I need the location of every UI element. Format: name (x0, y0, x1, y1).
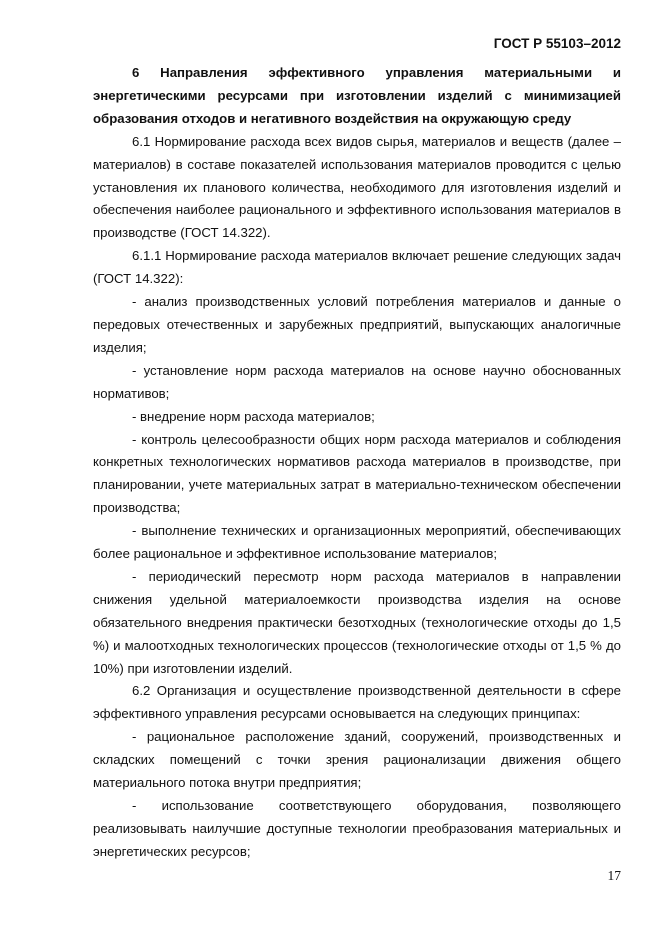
paragraph-6-1-1: 6.1.1 Нормирование расхода материалов включает решение следующих задач (ГОСТ 14.322): (93, 248, 621, 287)
document-header (494, 36, 621, 51)
list-item: - использование соответствующего оборудования, позволяющего реализовывать наилучшие доступные технологии преобразования материальных и энергетических ресурсов; (93, 798, 621, 859)
list-item: - выполнение технических и организационных мероприятий, обеспечивающих более рациональное и эффективное использование материалов; (93, 523, 621, 562)
list-item: - анализ производственных условий потребления материалов и данные о передовых отечественных и зарубежных предприятий, выпускающих аналогичные изделия; (93, 294, 621, 355)
list-item: - контроль целесообразности общих норм расхода материалов и соблюдения конкретных технологических нормативов расхода материалов в производстве, при планировании, учете материальных затрат в материально-техническом обеспечении производства; (93, 431, 621, 516)
list-item: - рациональное расположение зданий, сооружений, производственных и складских помещений с точки зрения рационализации движения общего материального потока внутри предприятия; (93, 729, 621, 791)
document-body (93, 62, 621, 864)
list-item: - установление норм расхода материалов на основе научно обоснованных нормативов; (93, 362, 621, 401)
list-item: - внедрение норм расхода материалов; (132, 408, 375, 424)
paragraph-6-1: 6.1 Нормирование расхода всех видов сырья, материалов и веществ (далее – материалов) в составе показателей использования материалов проводится с целью установления их планового количества, необходимого для изготовления изделий и обеспечения наиболее рационального и эффективного использования материалов в производстве (ГОСТ 14.322). (93, 133, 621, 241)
list-item: - периодический пересмотр норм расхода материалов в направлении снижения удельной материалоемкости производства изделия на основе обязательного внедрения практически безотходных (технологические отходы до 1,5 %) и малоотходных технологических процессов (технологические отходы от 1,5 % до 10%) при изготовлении изделий. (93, 568, 621, 676)
document-id: ГОСТ Р 55103–2012 (493, 36, 621, 51)
section-heading: 6 Направления эффективного управления материальными и энергетическими ресурсами при изготовлении изделий с минимизацией образования отходов и негативного воздействия на окружающую среду (93, 65, 621, 126)
paragraph-6-2: 6.2 Организация и осуществление производственной деятельности в сфере эффективного управления ресурсами основывается на следующих принципах: (93, 683, 621, 722)
page-number: 17 (607, 868, 621, 883)
